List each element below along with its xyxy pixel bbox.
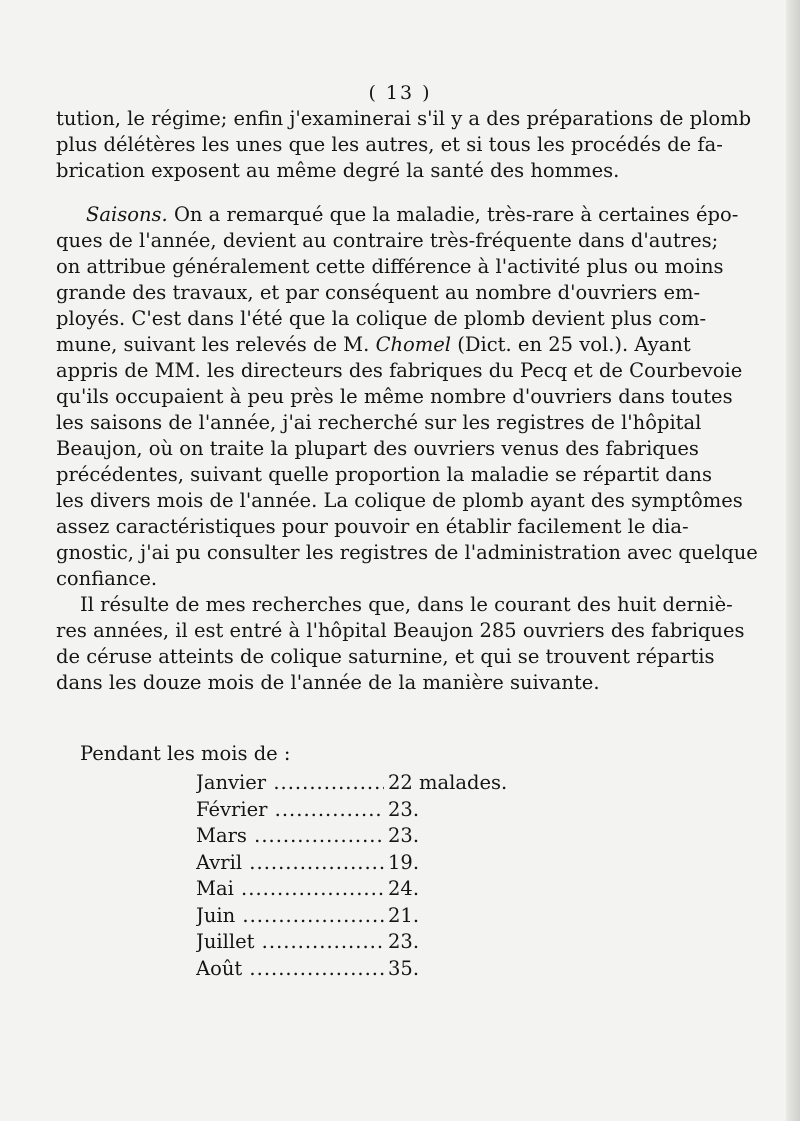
month-name: Juin ..... (196, 903, 384, 930)
patient-count: 23. (388, 797, 420, 821)
text-line: ques de l'année, devient au contraire très-fréquente dans d'autres; (56, 229, 719, 252)
patient-count: 24. (388, 877, 420, 900)
month-name: Juillet ..... (196, 929, 384, 956)
text-line: assez caractéristiques pour pouvoir en établir facilement le dia- (56, 515, 689, 538)
text-span: mune, suivant les relevés de M. (56, 333, 370, 356)
text-line: on attribue généralement cette différence à l'activité plus ou moins (56, 255, 724, 278)
text-line: plus délétères les unes que les autres, et si tous les procédés de fa- (56, 133, 723, 156)
table-row (196, 770, 526, 797)
month-name: Janvier ..... (196, 770, 384, 797)
text-line: tution, le régime; enfin j'examinerai s'il y a des préparations de plomb (56, 107, 752, 130)
text-line: confiance. (56, 567, 158, 590)
page-number: ( 13 ) (368, 82, 432, 104)
text-line: ployés. C'est dans l'été que la colique de plomb devient plus com- (56, 307, 707, 330)
patient-count: 35. (388, 956, 420, 980)
patient-count: 23. (388, 930, 420, 953)
patient-count: 23. (388, 824, 420, 847)
text-span: (Dict. en 25 vol.). Ayant (457, 333, 691, 356)
text-line: de céruse atteints de colique saturnine, et qui se trouvent répartis (56, 645, 715, 668)
section-first-line (56, 202, 739, 228)
month-name: Mars ..... (196, 823, 384, 850)
table-row (196, 903, 526, 930)
patient-count: 19. (388, 850, 420, 874)
text-span: On a remarqué que la maladie, très-rare à certaines épo- (173, 203, 739, 226)
body-text (56, 106, 758, 696)
text-line: grande des travaux, et par conséquent au nombre d'ouvriers em- (56, 281, 701, 304)
text-line: brication exposent au même degré la santé des hommes. (56, 159, 620, 182)
section-heading: Saisons. (86, 203, 168, 226)
page-edge (786, 0, 800, 1121)
patient-count: 21. (388, 903, 420, 927)
author-name: Chomel (375, 333, 452, 356)
text-line: les saisons de l'année, j'ai recherché sur les registres de l'hôpital (56, 411, 702, 434)
table-row (196, 956, 526, 983)
text-line: les divers mois de l'année. La colique de plomb ayant des symptômes (56, 489, 743, 512)
table-row (196, 823, 526, 850)
month-name: Août ..... (196, 956, 384, 983)
table-row (196, 876, 526, 903)
text-line: dans les douze mois de l'année de la manière suivante. (56, 671, 600, 694)
text-line: Il résulte de mes recherches que, dans le courant des huit derniè- (80, 593, 733, 616)
patient-count: 22 malades. (388, 771, 508, 794)
monthly-table (196, 770, 526, 982)
text-line: précédentes, suivant quelle proportion la maladie se répartit dans (56, 463, 712, 486)
citation-line (56, 332, 691, 358)
table-row (196, 929, 526, 956)
text-line: appris de MM. les directeurs des fabriques du Pecq et de Courbevoie (56, 359, 743, 382)
month-name: Février ..... (196, 797, 384, 824)
text-line: qu'ils occupaient à peu près le même nombre d'ouvriers dans toutes (56, 385, 733, 408)
table-row (196, 797, 526, 824)
text-line: res années, il est entré à l'hôpital Beaujon 285 ouvriers des fabriques (56, 619, 745, 642)
text-line: Beaujon, où on traite la plupart des ouvriers venus des fabriques (56, 437, 699, 460)
text-line: gnostic, j'ai pu consulter les registres de l'administration avec quelque (56, 541, 758, 564)
table-intro: Pendant les mois de : (80, 742, 291, 765)
month-name: Mai ..... (196, 876, 384, 903)
table-row (196, 850, 526, 877)
month-name: Avril ..... (196, 850, 384, 877)
